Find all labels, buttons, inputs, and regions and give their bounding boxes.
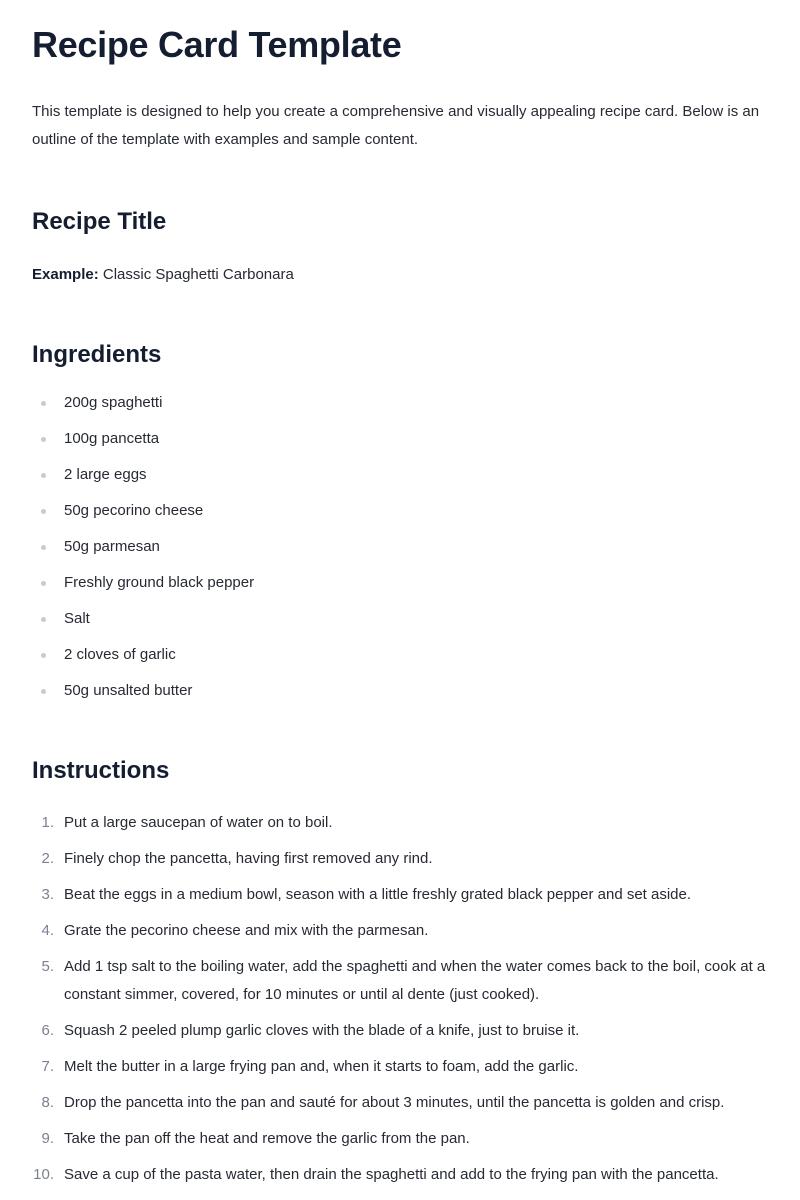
step-text: Beat the eggs in a medium bowl, season with a little freshly grated black pepper and set aside. — [64, 886, 692, 903]
instruction-step — [32, 845, 768, 873]
step-text: Melt the butter in a large frying pan and, when it starts to foam, add the garlic. — [64, 1058, 579, 1075]
section-heading-instructions: Instructions — [32, 757, 170, 784]
ingredient-text: 50g parmesan — [64, 538, 160, 555]
instructions-list — [32, 809, 768, 1189]
instruction-step — [32, 917, 768, 945]
step-number: 7. — [41, 1058, 54, 1075]
ingredient-text: 50g pecorino cheese — [64, 502, 204, 519]
instruction-step — [32, 1053, 768, 1081]
step-text: Grate the pecorino cheese and mix with the parmesan. — [64, 922, 429, 939]
step-text: Take the pan off the heat and remove the garlic from the pan. — [64, 1130, 470, 1147]
step-text: Drop the pancetta into the pan and sauté for about 3 minutes, until the pancetta is golden and crisp. — [64, 1094, 725, 1111]
step-number: 4. — [41, 922, 54, 939]
ingredient-item — [32, 645, 768, 665]
ingredients-list — [32, 393, 768, 701]
ingredient-item — [32, 393, 768, 413]
bullet-dot-icon — [41, 473, 46, 478]
step-number: 2. — [41, 850, 54, 867]
example-label: Example: — [32, 266, 99, 283]
ingredient-item — [32, 465, 768, 485]
example-value: Classic Spaghetti Carbonara — [102, 266, 294, 283]
ingredient-item — [32, 681, 768, 701]
ingredient-item — [32, 537, 768, 557]
ingredient-item — [32, 501, 768, 521]
intro-paragraph: This template is designed to help you create a comprehensive and visually appealing recipe card. Below is an outline of the template with examples and sample content. — [32, 103, 760, 148]
instruction-step — [32, 1125, 768, 1153]
ingredient-text: 100g pancetta — [64, 430, 160, 447]
step-number: 10. — [33, 1166, 54, 1183]
bullet-dot-icon — [41, 545, 46, 550]
instruction-step — [32, 809, 768, 837]
ingredient-item — [32, 429, 768, 449]
bullet-dot-icon — [41, 617, 46, 622]
ingredient-item — [32, 609, 768, 629]
ingredient-text: Salt — [64, 610, 90, 627]
step-number: 6. — [41, 1022, 54, 1039]
instruction-step — [32, 881, 768, 909]
page-title: Recipe Card Template — [32, 24, 402, 65]
bullet-dot-icon — [41, 581, 46, 586]
step-number: 8. — [41, 1094, 54, 1111]
instruction-step — [32, 953, 768, 1009]
ingredient-text: 200g spaghetti — [64, 394, 163, 411]
ingredient-text: 50g unsalted butter — [64, 682, 193, 699]
step-number: 3. — [41, 886, 54, 903]
step-number: 1. — [41, 814, 54, 831]
bullet-dot-icon — [41, 653, 46, 658]
ingredient-text: Freshly ground black pepper — [64, 574, 255, 591]
section-heading-recipe-title: Recipe Title — [32, 208, 167, 235]
step-text: Finely chop the pancetta, having first removed any rind. — [64, 850, 433, 867]
ingredient-item — [32, 573, 768, 593]
bullet-dot-icon — [41, 437, 46, 442]
step-text: Save a cup of the pasta water, then drain the spaghetti and add to the frying pan with the pancetta. — [64, 1166, 719, 1183]
bullet-dot-icon — [41, 689, 46, 694]
bullet-dot-icon — [41, 401, 46, 406]
step-number: 9. — [41, 1130, 54, 1147]
ingredient-text: 2 large eggs — [64, 466, 147, 483]
section-heading-ingredients: Ingredients — [32, 341, 162, 368]
step-text: Add 1 tsp salt to the boiling water, add the spaghetti and when the water comes back to the boil, cook at a constant simmer, covered, for 10 minutes or until al dente (just cooked). — [64, 958, 766, 1003]
step-number: 5. — [41, 958, 54, 975]
instruction-step — [32, 1161, 768, 1189]
recipe-title-example — [32, 265, 768, 285]
instruction-step — [32, 1017, 768, 1045]
step-text: Put a large saucepan of water on to boil. — [64, 814, 333, 831]
bullet-dot-icon — [41, 509, 46, 514]
ingredient-text: 2 cloves of garlic — [64, 646, 176, 663]
instruction-step — [32, 1089, 768, 1117]
step-text: Squash 2 peeled plump garlic cloves with the blade of a knife, just to bruise it. — [64, 1022, 580, 1039]
